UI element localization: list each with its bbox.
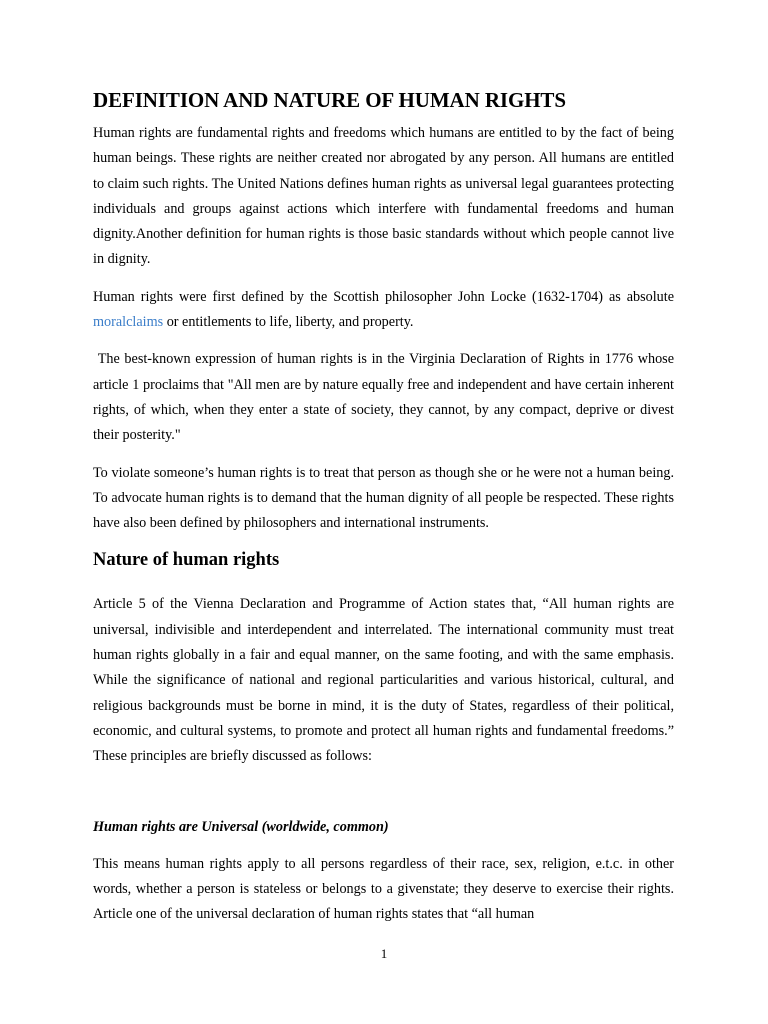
paragraph-virginia-declaration: The best-known expression of human rights is in the Virginia Declaration of Rights in 1776 whose article 1 proclaims that "All men are by nature equally free and independent and have certain inherent rights, of which, when they enter a state of society, they cannot, by any compact, deprive or divest their posterity." — [93, 351, 678, 444]
paragraph-locke-text-start: Human rights were first defined by the Scottish philosopher John Locke (1632-1704) as absolute — [93, 288, 674, 305]
moralclaims-link[interactable]: moralclaims — [93, 314, 164, 331]
paragraph-universal: This means human rights apply to all persons regardless of their race, sex, religion, e.t.c. in other words, whether a person is stateless or belongs to a givenstate; they deserve to exercise their rights. Article one of the universal declaration of human rights states that “all human — [93, 855, 674, 923]
document-page — [93, 86, 678, 939]
paragraph-vienna-declaration: Article 5 of the Vienna Declaration and Programme of Action states that, “All human rights are universal, indivisible and interdependent and interrelated. The international community must treat human rights globally in a fair and equal manner, on the same footing, and with the same emphasis. While the significance of national and regional particularities and various historical, cultural, and religious backgrounds must be borne in mind, it is the duty of States, regardless of their political, economic, and cultural systems, to promote and protect all human rights and fundamental freedoms.” These principles are briefly discussed as follows: — [93, 596, 674, 765]
paragraph-locke — [93, 285, 674, 336]
page-number: 1 — [380, 946, 388, 961]
paragraph-definition: Human rights are fundamental rights and freedoms which humans are entitled to by the fact of being human beings. These rights are neither created nor abrogated by any person. All humans are entitled to claim such rights. The United Nations defines human rights as universal legal guarantees protecting individuals and groups against actions which interfere with fundamental freedoms and human dignity.Another definition for human rights is those basic standards without which people cannot live in dignity. — [93, 125, 674, 268]
paragraph-violation: To violate someone’s human rights is to treat that person as though she or he were not a human being. To advocate human rights is to demand that the human dignity of all people be respected. These rights have also been defined by philosophers and international instruments. — [93, 464, 674, 532]
section-title-nature: Nature of human rights — [93, 550, 280, 571]
document-title: DEFINITION AND NATURE OF HUMAN RIGHTS — [93, 88, 566, 112]
paragraph-locke-text-end: or entitlements to life, liberty, and property. — [163, 314, 414, 331]
subsection-title-universal: Human rights are Universal (worldwide, common) — [93, 818, 389, 835]
